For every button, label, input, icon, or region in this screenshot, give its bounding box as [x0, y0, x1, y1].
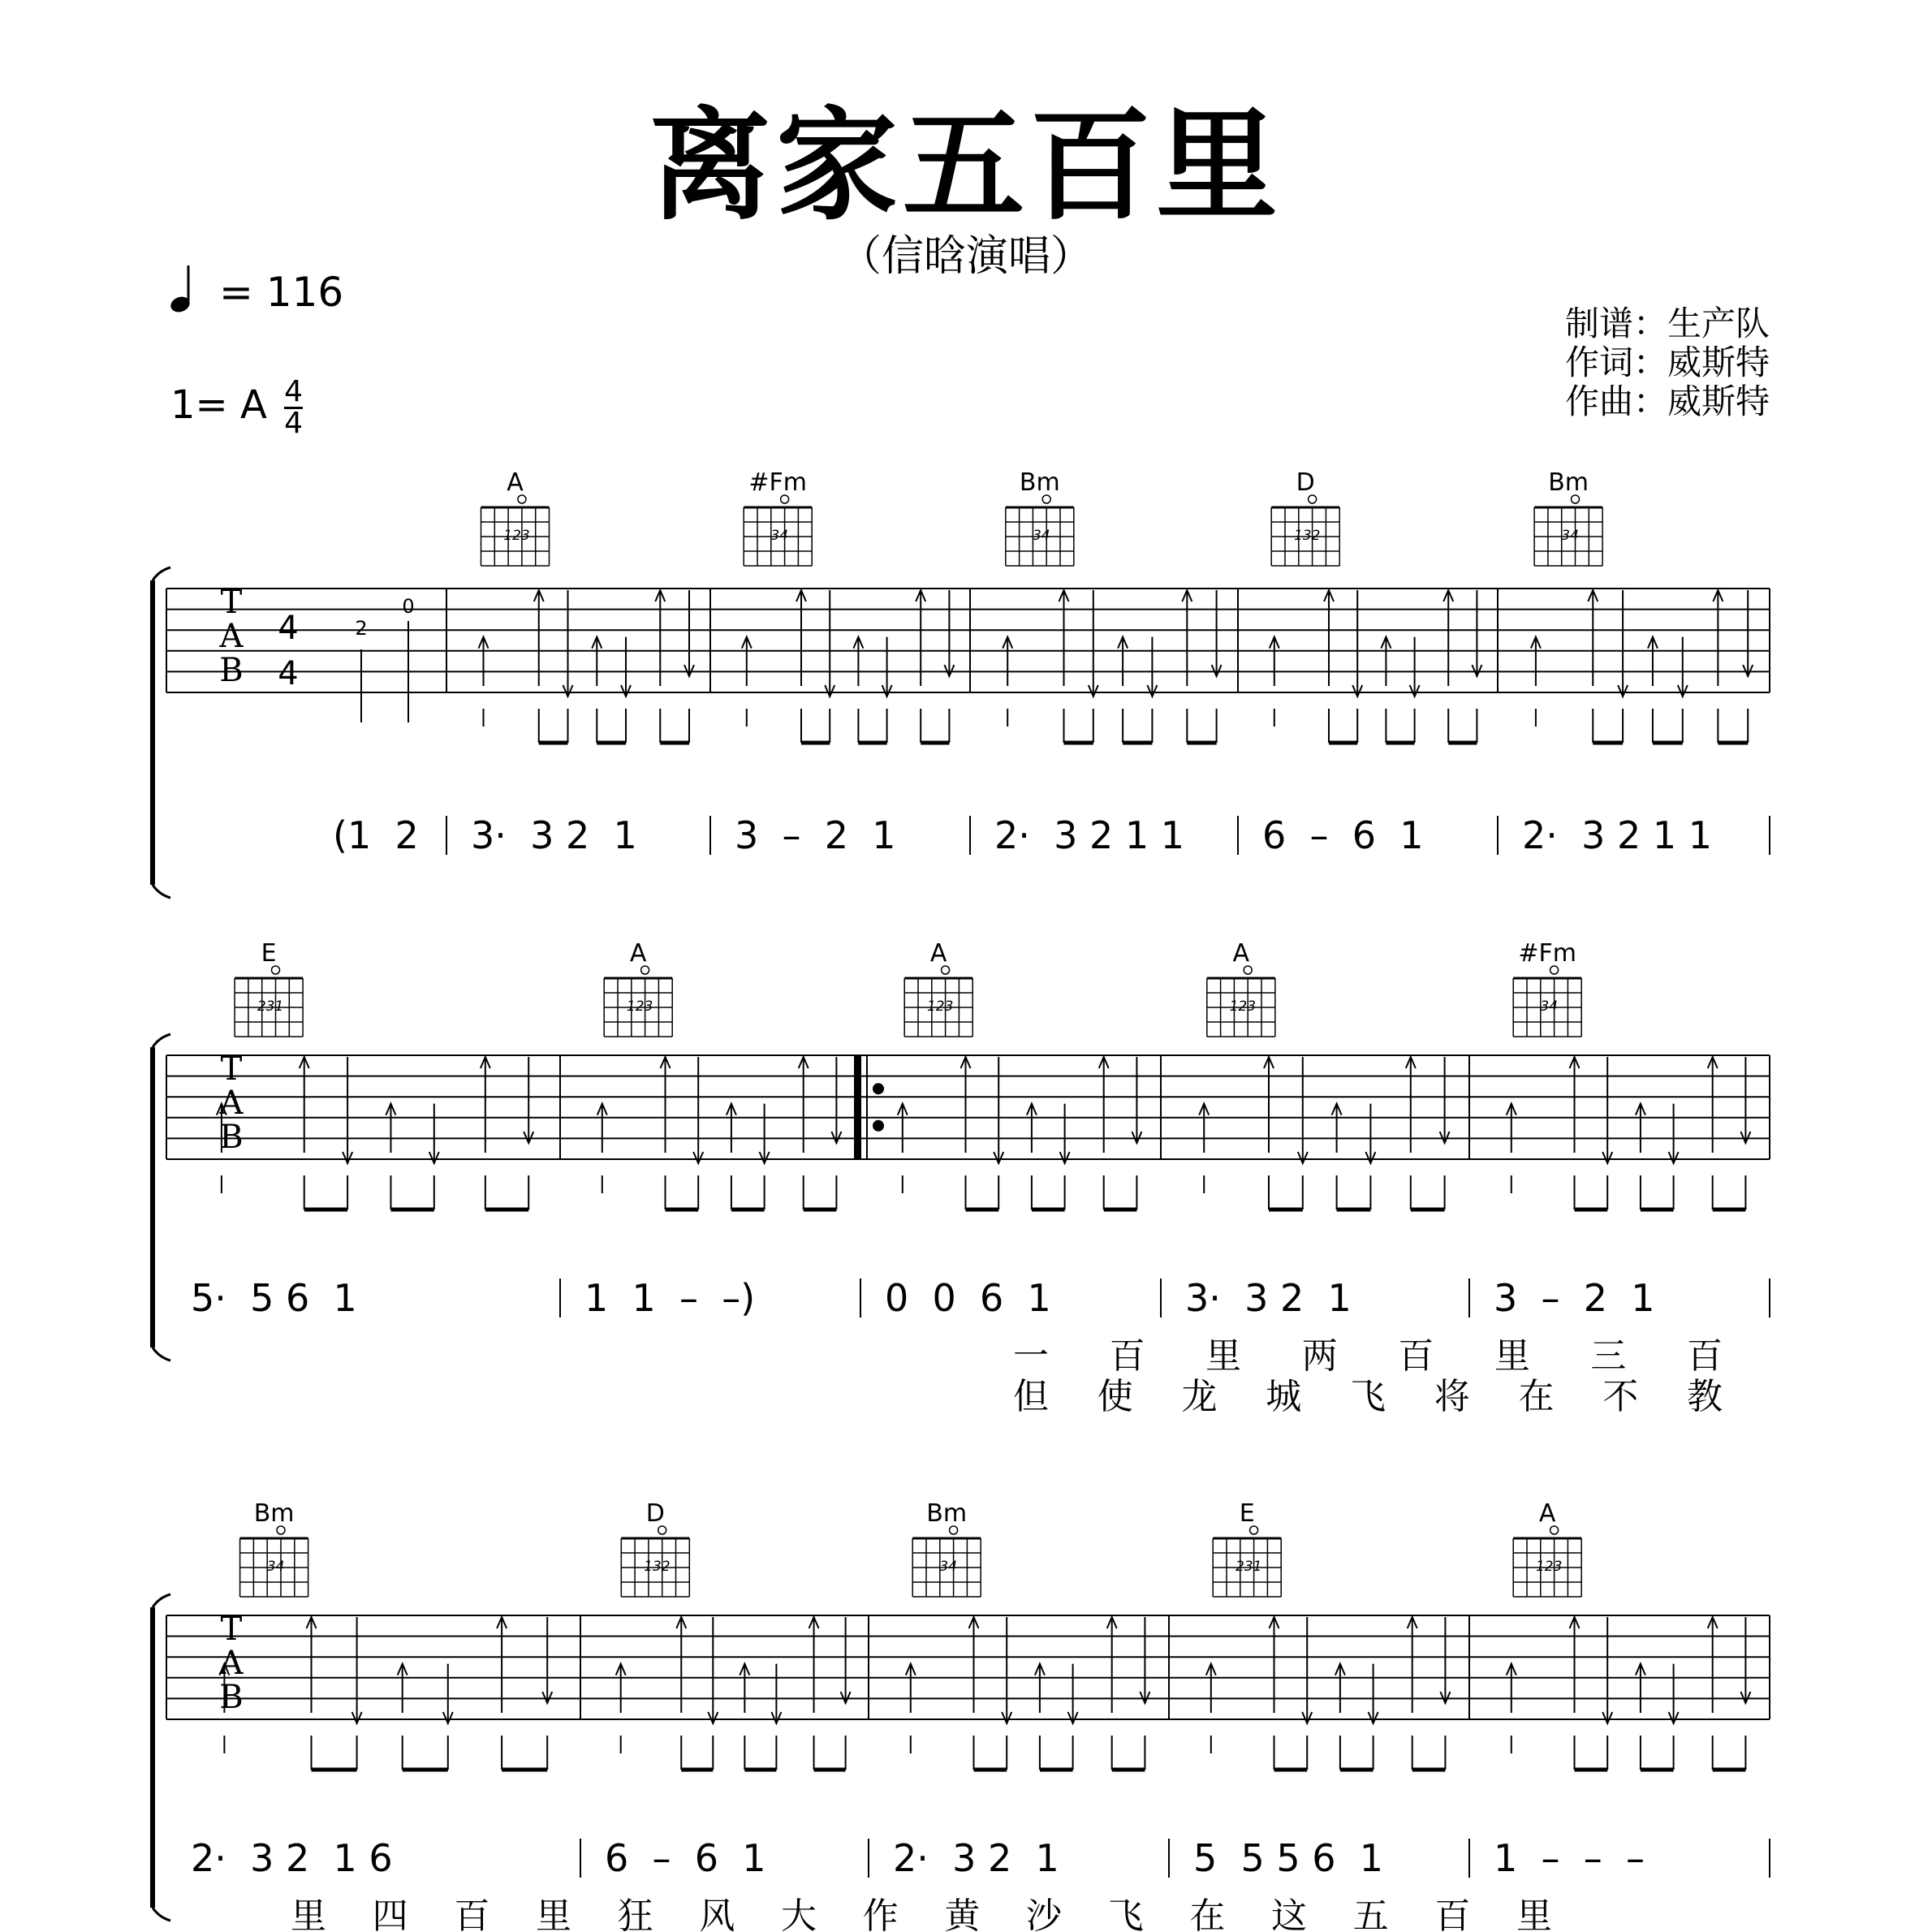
tab-letter-b: B	[219, 1679, 244, 1716]
chord-fingering: 132	[644, 1559, 671, 1575]
chord-fingering: 123	[1535, 1559, 1563, 1575]
jianpu-measure: 2· 3 2 1 1	[994, 813, 1185, 857]
tab-letter-b: B	[219, 652, 244, 689]
chord-name: D	[645, 1499, 665, 1528]
time-sig-tab-top: 4	[278, 610, 299, 647]
chord-fingering: 132	[1293, 528, 1321, 544]
lyric-verse1: 这	[1271, 1895, 1307, 1932]
jianpu-measure: 3 – 2 1	[735, 813, 896, 857]
chord-fingering: 34	[770, 528, 789, 544]
credit-lyricist: 作词：威斯特	[1564, 343, 1770, 382]
chord-name: A	[1538, 1499, 1556, 1528]
bracket-bottom-hook	[153, 885, 170, 898]
chord-name: A	[507, 468, 524, 497]
jianpu-measure: 2· 3 2 1 6	[191, 1836, 393, 1880]
chord-name: A	[929, 939, 947, 968]
chord-name: E	[261, 939, 277, 968]
lyric-verse1: 里	[1205, 1335, 1242, 1377]
chord-fingering: 123	[926, 998, 954, 1015]
chord-name: Bm	[253, 1499, 295, 1528]
chord-name: #Fm	[1518, 939, 1577, 968]
song-title: 离家五百里	[649, 96, 1283, 237]
chord-fingering: 34	[1540, 998, 1559, 1015]
lyric-verse1: 三	[1590, 1335, 1627, 1377]
bracket-bottom-hook	[153, 1348, 170, 1361]
jianpu-measure: 2· 3 2 1	[893, 1836, 1059, 1880]
jianpu-measure: 5 5 5 6 1	[1193, 1836, 1384, 1880]
tab-letter-t: T	[220, 1611, 243, 1648]
jianpu-measure: 6 – 6 1	[605, 1836, 766, 1880]
lyric-verse1: 大	[781, 1895, 817, 1932]
bracket-bottom-hook	[153, 1908, 170, 1921]
chord-name: A	[629, 939, 647, 968]
chord-name: #Fm	[748, 468, 808, 497]
lyric-verse2: 城	[1266, 1376, 1302, 1417]
chord-name: A	[1232, 939, 1250, 968]
lyric-verse1: 里	[1494, 1335, 1530, 1377]
lyric-verse1: 风	[699, 1895, 735, 1932]
lyric-verse1: 百	[1109, 1335, 1145, 1377]
chord-fingering: 123	[503, 528, 530, 544]
chord-fingering: 231	[257, 998, 284, 1015]
lyric-verse1: 一	[1013, 1335, 1049, 1377]
tab-letter-b: B	[219, 1119, 244, 1156]
chord-fingering: 123	[1229, 998, 1257, 1015]
lyric-verse1: 飞	[1107, 1895, 1144, 1932]
chord-name: E	[1239, 1499, 1255, 1528]
tab-letter-a: A	[219, 618, 244, 655]
lyric-verse1: 黄	[944, 1895, 981, 1932]
tab-letter-a: A	[219, 1085, 244, 1122]
time-sig-tab-bottom: 4	[278, 655, 299, 692]
bracket-top-hook	[153, 567, 170, 580]
lyric-verse1: 里	[291, 1895, 326, 1932]
lyric-verse1: 百	[1398, 1335, 1434, 1377]
tab-fret-number: 0	[402, 595, 415, 618]
chord-fingering: 231	[1235, 1559, 1262, 1575]
jianpu-measure: 5· 5 6 1	[191, 1276, 357, 1320]
lyric-verse1: 作	[862, 1895, 899, 1932]
jianpu-measure: 3· 3 2 1	[471, 813, 637, 857]
lyric-verse1: 狂	[617, 1895, 653, 1932]
chord-name: D	[1296, 468, 1315, 497]
bracket-top-hook	[153, 1034, 170, 1047]
lyric-verse1: 百	[454, 1895, 490, 1932]
lyric-verse1: 里	[536, 1895, 571, 1932]
repeat-dot	[873, 1120, 884, 1132]
repeat-dot	[873, 1083, 884, 1094]
jianpu-measure: 1 1 – –)	[584, 1276, 756, 1320]
tab-fret-number: 2	[355, 617, 368, 640]
jianpu-measure: 3 – 2 1	[1494, 1276, 1655, 1320]
chord-name: Bm	[1019, 468, 1060, 497]
lyric-verse2: 教	[1687, 1376, 1723, 1417]
tab-letter-a: A	[219, 1645, 244, 1682]
chord-fingering: 123	[626, 998, 653, 1015]
lyric-verse1: 四	[372, 1895, 408, 1932]
jianpu-measure: 3· 3 2 1	[1185, 1276, 1352, 1320]
jianpu-measure: 6 – 6 1	[1262, 813, 1424, 857]
lyric-verse1: 在	[1189, 1895, 1226, 1932]
lyric-verse1: 百	[1434, 1895, 1471, 1932]
tab-letter-t: T	[220, 1050, 243, 1088]
chord-fingering: 34	[266, 1559, 285, 1575]
lyric-verse2: 使	[1097, 1376, 1133, 1417]
chord-fingering: 34	[939, 1559, 958, 1575]
lyric-verse2: 飞	[1350, 1376, 1386, 1417]
credit-arranger: 制谱：生产队	[1564, 304, 1770, 343]
chord-name: Bm	[1548, 468, 1589, 497]
lyric-verse1: 里	[1516, 1895, 1552, 1932]
jianpu-measure: 0 0 6 1	[885, 1276, 1051, 1320]
jianpu-measure: 1 – – –	[1494, 1836, 1645, 1880]
time-sig-bottom: 4	[284, 407, 304, 440]
key-text: 1= A	[170, 382, 267, 428]
lyric-verse1: 百	[1687, 1335, 1723, 1377]
chord-fingering: 34	[1561, 528, 1579, 544]
tempo-value: = 116	[219, 269, 344, 316]
lyric-verse2: 龙	[1181, 1376, 1218, 1417]
lyric-verse2: 不	[1602, 1376, 1639, 1417]
lyric-verse2: 将	[1434, 1376, 1470, 1417]
lyric-verse1: 两	[1301, 1335, 1338, 1377]
chord-name: Bm	[926, 1499, 968, 1528]
credit-composer: 作曲：威斯特	[1564, 382, 1770, 421]
bracket-top-hook	[153, 1594, 170, 1607]
lyric-verse2: 在	[1518, 1376, 1555, 1417]
singer-subtitle: （信晗演唱）	[839, 232, 1093, 281]
lyric-verse2: 但	[1013, 1376, 1049, 1417]
chord-fingering: 34	[1032, 528, 1050, 544]
tab-letter-t: T	[220, 584, 243, 621]
lyric-verse1: 五	[1352, 1895, 1389, 1932]
jianpu-measure: (1 2	[333, 813, 419, 857]
lyric-verse1: 沙	[1026, 1895, 1062, 1932]
jianpu-measure: 2· 3 2 1 1	[1522, 813, 1713, 857]
time-sig-top: 4	[284, 375, 304, 408]
